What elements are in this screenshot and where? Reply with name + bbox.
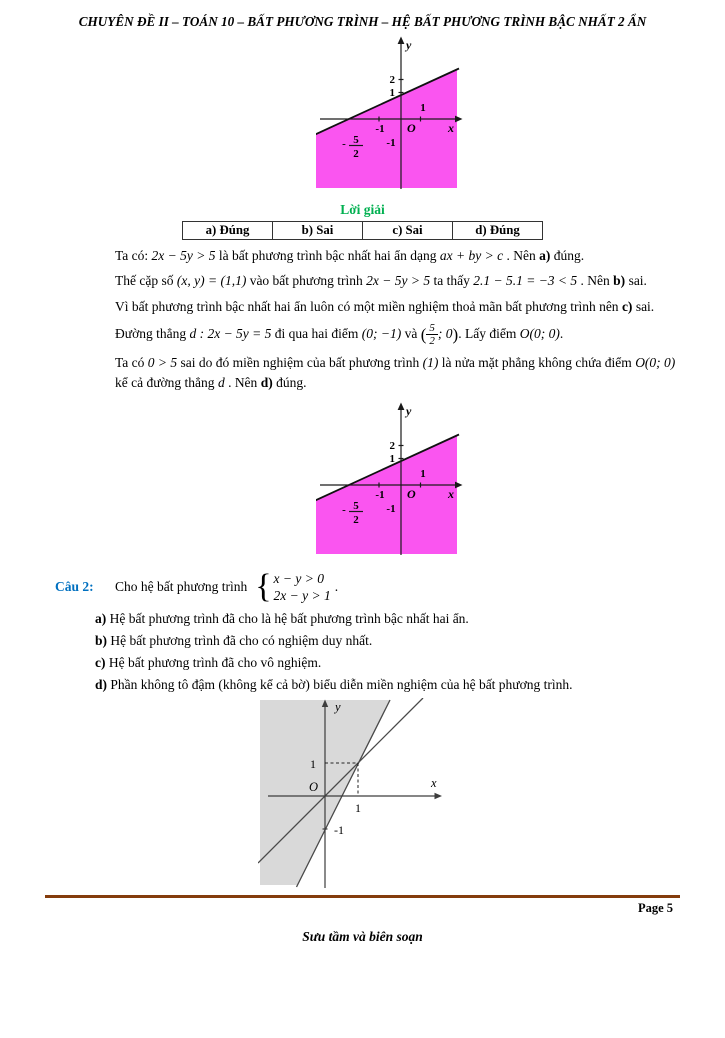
- fraction-numerator: 5: [352, 499, 359, 512]
- solution-paragraph-2: [115, 271, 677, 291]
- text-run: Đường thẳng: [115, 325, 190, 341]
- text-run: sai do đó miền nghiệm của bất phương trình: [177, 355, 423, 371]
- math-run: O(0; 0): [519, 325, 560, 341]
- answer-cell-a: a) Đúng: [183, 222, 273, 240]
- option-key: d): [95, 676, 108, 692]
- page-number: Page 5: [637, 901, 673, 916]
- text-run: Thế cặp số: [115, 273, 177, 289]
- solution-paragraph-1: [115, 246, 677, 266]
- origin-label: O: [308, 780, 318, 795]
- pink-graph-svg-2: [316, 402, 466, 562]
- math-run: 2.1 − 5.1 = −3 < 5: [473, 273, 578, 289]
- tick-label-neg1x: -1: [374, 488, 385, 501]
- system-line-1: x − y > 0: [273, 570, 324, 586]
- text-run: . Lấy điểm: [458, 325, 520, 341]
- tick-label-2: 2: [389, 439, 395, 452]
- math-run: (0; −1): [361, 325, 402, 341]
- y-axis-label: y: [334, 700, 341, 715]
- math-run: 2x − 5y > 5: [366, 273, 431, 289]
- solution-paragraph-5: [115, 353, 677, 394]
- origin-label: O: [406, 121, 416, 135]
- option-d: [95, 675, 685, 695]
- math-run: ; 0: [437, 325, 453, 341]
- bold-run: d): [260, 375, 273, 391]
- text-run: sai.: [632, 298, 655, 314]
- fraction-denominator: 2: [429, 335, 435, 348]
- math-run: d : 2x − 5y = 5: [189, 325, 272, 341]
- answer-cell-b: b) Sai: [273, 222, 363, 240]
- x-axis-arrow: [455, 481, 463, 488]
- text-run: vào bất phương trình: [246, 273, 367, 289]
- text-run: . Nên: [577, 273, 614, 289]
- tick-label-neg1y: -1: [385, 502, 396, 515]
- question-2: [55, 567, 677, 605]
- footer-divider: [45, 895, 680, 898]
- math-run: 0 > 5: [147, 355, 178, 371]
- origin-label: O: [406, 486, 416, 501]
- math-run: 2x − 5y > 5: [151, 248, 216, 263]
- figure-pink-graph-1: [28, 36, 725, 196]
- option-a: [95, 609, 685, 629]
- x-axis-arrow: [455, 116, 463, 123]
- tick-label-1x: 1: [419, 467, 426, 480]
- pink-graph-svg-1: [316, 36, 466, 196]
- text-run: đúng.: [272, 375, 307, 391]
- bold-run: b): [613, 273, 626, 289]
- answer-cell-d: d) Đúng: [453, 222, 543, 240]
- system-line-2: 2x − y > 1: [273, 588, 331, 604]
- math-point-with-fraction: [420, 321, 459, 348]
- inequality-system: [274, 570, 331, 605]
- shaded-region: [316, 70, 457, 189]
- tick-label-1x: 1: [354, 801, 361, 816]
- fraction-minus-sign: -: [341, 138, 346, 150]
- text-run: . Nên: [224, 375, 261, 391]
- question-2-label: Câu 2:: [55, 579, 94, 595]
- answer-row: [183, 222, 543, 240]
- page-title: CHUYÊN ĐỀ II – TOÁN 10 – BẤT PHƯƠNG TRÌNH – HỆ BẤT PHƯƠNG TRÌNH BẬC NHẤT 2 ẨN: [78, 14, 647, 29]
- bold-run: a): [539, 248, 551, 263]
- text-run: Ta có:: [115, 248, 152, 263]
- tick-label-1y: 1: [389, 87, 395, 99]
- math-run: ax + by > c: [439, 248, 504, 263]
- gray-graph-svg: [258, 698, 468, 890]
- option-key: a): [95, 610, 107, 626]
- option-b: [95, 631, 685, 651]
- tick-label-neg1y: -1: [385, 137, 396, 149]
- option-text: Phần không tô đậm (không kể cả bờ) biểu diễn miền nghiệm của hệ bất phương trình.: [107, 676, 573, 692]
- figure-gray-graph: [0, 698, 725, 890]
- close-paren: ): [452, 324, 459, 344]
- option-key: b): [95, 632, 108, 648]
- text-run: . Nên: [503, 248, 540, 263]
- answer-cell-c: c) Sai: [363, 222, 453, 240]
- text-run: .: [559, 325, 564, 341]
- y-axis-arrow: [397, 37, 404, 45]
- y-axis-label: y: [405, 38, 411, 52]
- text-run: là nửa mặt phẳng không chứa điểm: [438, 355, 636, 371]
- text-run: Vì bất phương trình bậc nhất hai ẩn luôn có một miền nghiệm thoả mãn bất phương trình nên: [115, 298, 622, 314]
- solution-paragraph-4: [115, 322, 677, 348]
- question-2-stem: [115, 567, 339, 605]
- x-axis-label: x: [447, 486, 454, 501]
- text-run: sai.: [625, 273, 647, 289]
- option-c: [95, 653, 685, 673]
- tick-label-1y: 1: [389, 452, 395, 465]
- text-run: và: [401, 325, 421, 341]
- text-run: đúng.: [550, 248, 585, 263]
- tick-label-1y: 1: [309, 757, 316, 772]
- solution-paragraph-3: [115, 297, 677, 317]
- text-run: kể cả đường thẳng: [115, 375, 218, 391]
- solution-heading: Lời giải: [340, 202, 385, 217]
- solution-body: [0, 246, 725, 394]
- x-axis-label: x: [430, 776, 437, 791]
- y-axis-arrow: [397, 402, 404, 410]
- fraction-minus-sign: -: [341, 503, 346, 516]
- system-period: .: [334, 579, 339, 595]
- footer-credit: Sưu tầm và biên soạn: [302, 929, 423, 945]
- x-axis-label: x: [447, 121, 454, 135]
- text-run: đi qua hai điểm: [271, 325, 362, 341]
- system-brace: {: [255, 567, 272, 605]
- text-run: là bất phương trình bậc nhất hai ẩn dạng: [215, 248, 440, 263]
- fraction-denominator: 2: [352, 148, 359, 160]
- math-run: d: [217, 375, 225, 391]
- option-text: Hệ bất phương trình đã cho vô nghiệm.: [105, 654, 322, 670]
- shaded-region: [316, 435, 457, 554]
- fraction-numerator: 5: [352, 134, 359, 146]
- tick-label-2: 2: [389, 74, 395, 86]
- answer-table: [182, 221, 543, 240]
- option-text: Hệ bất phương trình đã cho là hệ bất phương trình bậc nhất hai ẩn.: [106, 610, 469, 626]
- tick-label-neg1x: -1: [374, 123, 385, 135]
- bold-run: c): [621, 298, 633, 314]
- option-key: c): [95, 654, 106, 670]
- math-run: (1): [422, 355, 439, 371]
- fraction-denominator: 2: [352, 513, 359, 526]
- math-run: O(0; 0): [635, 355, 676, 371]
- y-axis-label: y: [405, 403, 411, 418]
- text-run: ta thấy: [430, 273, 474, 289]
- fraction-five-halves: [426, 322, 438, 348]
- text-run: Ta có: [115, 355, 148, 371]
- question-2-intro: Cho hệ bất phương trình: [115, 579, 248, 595]
- question-2-options: [0, 609, 725, 695]
- figure-pink-graph-2: [28, 402, 725, 562]
- x-axis-arrow: [434, 793, 442, 799]
- math-run: (x, y) = (1,1): [176, 273, 247, 289]
- open-paren: (: [420, 324, 427, 344]
- tick-label-1x: 1: [419, 102, 426, 114]
- option-text: Hệ bất phương trình đã cho có nghiệm duy nhất.: [107, 632, 373, 648]
- tick-label-neg1: -1: [333, 823, 344, 838]
- fraction-numerator: 5: [426, 322, 438, 336]
